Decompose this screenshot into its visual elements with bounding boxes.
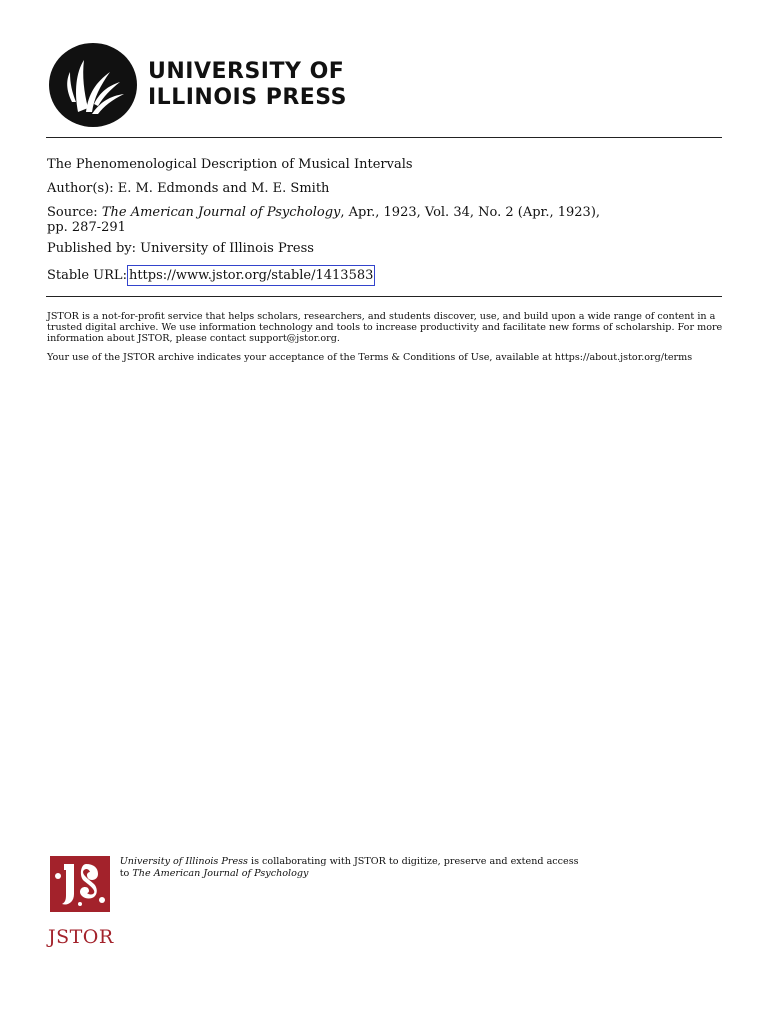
illinois-press-flame-icon	[48, 42, 138, 128]
published-label: Published by:	[47, 241, 136, 256]
footer-middle-text: is collaborating with JSTOR to digitize, preserve and extend access	[247, 856, 579, 867]
footer-to-text: to	[119, 867, 133, 879]
source-label: Source:	[47, 205, 98, 220]
authors-line	[47, 181, 727, 196]
stable-url-link[interactable]: https://www.jstor.org/stable/1413583	[127, 265, 375, 286]
published-value: University of Illinois Press	[140, 241, 314, 256]
collaboration-notice	[120, 856, 700, 948]
header-divider	[46, 137, 722, 138]
jstor-about-notice: JSTOR is a not-for-profit service that helps scholars, researchers, and students discover, use, and build upon a wide range of content in a trusted digital archive. We use information technology and tools to increase productivity and facilitate new forms of scholarship. For more information about JSTOR, please contact support@jstor.org.	[47, 311, 723, 344]
jstor-logo	[48, 856, 114, 948]
article-title: The Phenomenological Description of Musical Intervals	[47, 157, 413, 172]
footer-publisher: University of Illinois Press	[119, 856, 248, 867]
jstor-logo-icon	[48, 856, 112, 936]
publisher-wordmark	[148, 59, 347, 111]
publisher-wordmark-line2: ILLINOIS PRESS	[148, 85, 348, 110]
jstor-wordmark: JSTOR	[48, 926, 114, 948]
source-pages: pp. 287-291	[47, 220, 126, 235]
source-line	[47, 205, 727, 235]
jstor-footer	[48, 856, 700, 948]
source-details: , Apr., 1923, Vol. 34, No. 2 (Apr., 1923),	[340, 205, 601, 220]
authors-label: Author(s):	[47, 181, 114, 196]
source-journal: The American Journal of Psychology	[101, 205, 341, 220]
publisher-logo	[48, 42, 347, 128]
metadata-divider	[46, 296, 722, 297]
footer-journal: The American Journal of Psychology	[132, 867, 309, 879]
publisher-wordmark-line1: UNIVERSITY OF	[148, 59, 345, 84]
authors-value: E. M. Edmonds and M. E. Smith	[117, 181, 330, 196]
terms-notice: Your use of the JSTOR archive indicates your acceptance of the Terms & Conditions of Use, available at https://about.jstor.org/terms	[47, 352, 693, 363]
stable-url-line	[47, 265, 727, 286]
stable-url-label: Stable URL:	[47, 268, 127, 283]
published-by-line	[47, 241, 727, 256]
